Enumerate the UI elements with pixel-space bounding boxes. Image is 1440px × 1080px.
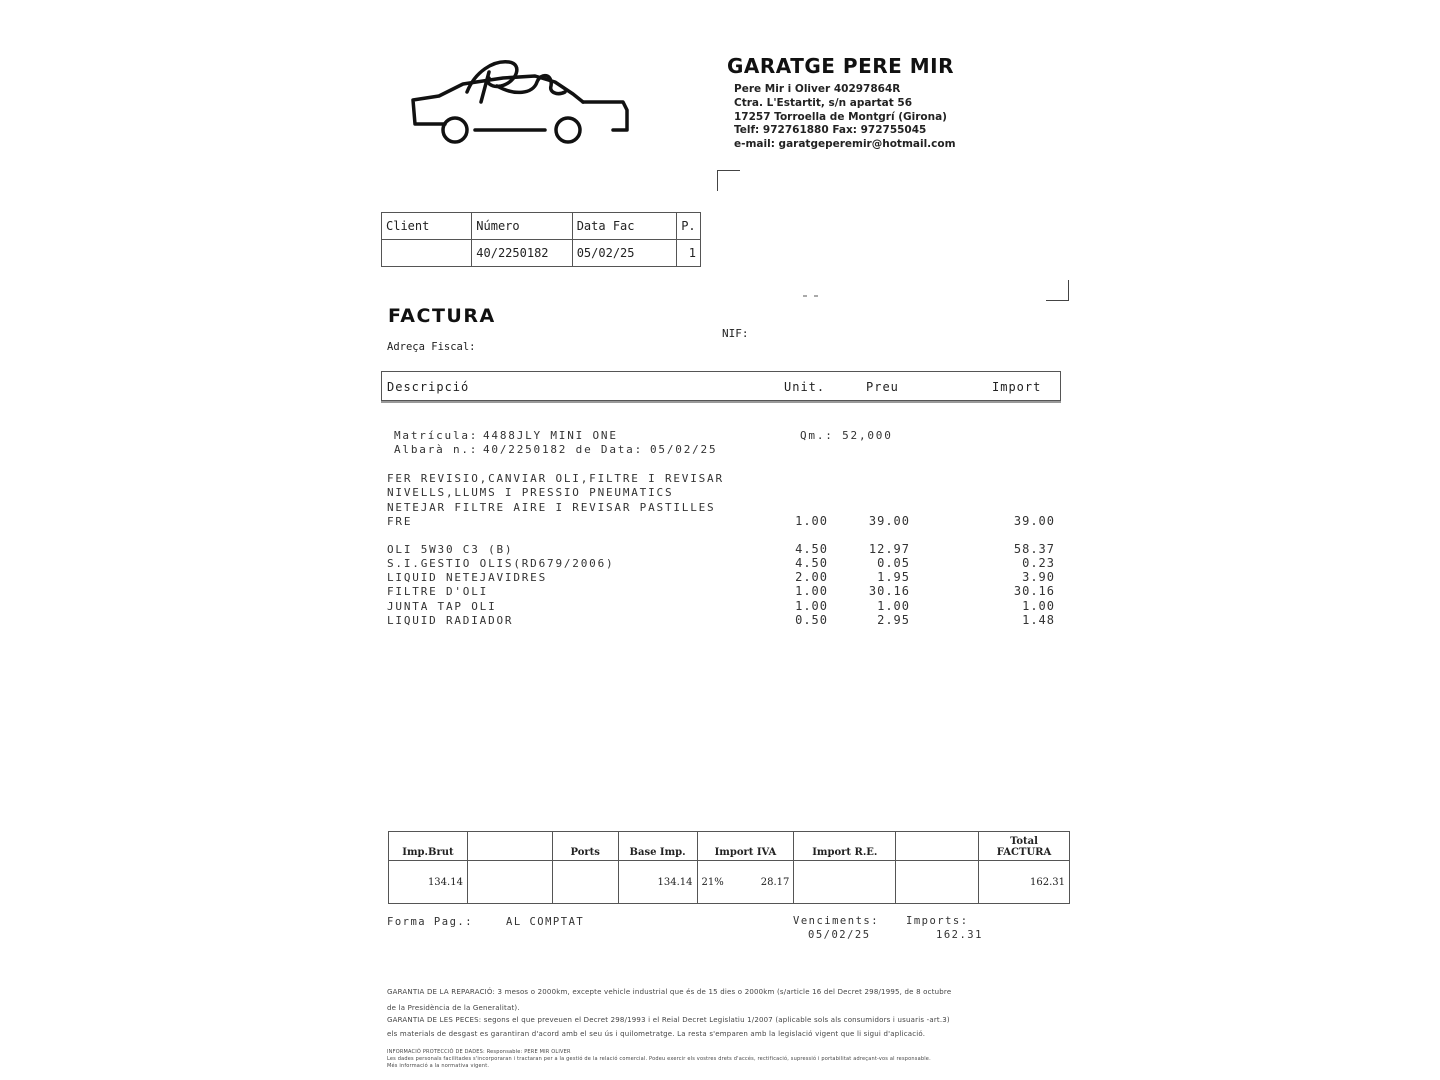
invoice-date: 05/02/25 — [572, 240, 676, 267]
address-window-corner — [717, 170, 740, 191]
nif-label: NIF: — [722, 327, 749, 340]
fiscal-address-label: Adreça Fiscal: — [387, 341, 476, 353]
due-amount-label: Imports: — [906, 915, 969, 927]
item-amount: 3.90 — [1022, 570, 1055, 584]
item-price: 1.00 — [877, 599, 910, 613]
info-header: Data Fac — [572, 213, 676, 240]
garage-car-logo — [405, 52, 635, 152]
column-price: Preu — [866, 380, 899, 394]
item-amount: 30.16 — [1013, 584, 1055, 598]
item-units: 1.00 — [795, 514, 828, 528]
page-number: 1 — [677, 240, 701, 267]
item-units: 4.50 — [795, 556, 828, 570]
item-units: 1.00 — [795, 584, 828, 598]
surcharge-amount — [794, 861, 896, 904]
tax-base: 134.14 — [618, 861, 697, 904]
totals-header: Total FACTURA — [979, 832, 1070, 861]
company-name: GARATGE PERE MIR — [727, 54, 954, 78]
invoice-info-table — [381, 212, 701, 267]
payment-method-value: AL COMPTAT — [506, 916, 585, 928]
column-amount: Import — [992, 380, 1042, 394]
item-description: FILTRE D'OLI — [387, 585, 489, 598]
item-units: 1.00 — [795, 599, 828, 613]
work-description-line: NETEJAR FILTRE AIRE I REVISAR PASTILLES — [387, 501, 716, 514]
owner-line: Pere Mir i Oliver 40297864R — [734, 83, 901, 95]
item-amount: 0.23 — [1022, 556, 1055, 570]
totals-header: Import R.E. — [794, 832, 896, 861]
totals-header: Import IVA — [697, 832, 794, 861]
item-price: 12.97 — [868, 542, 910, 556]
privacy-text: INFORMACIÓ PROTECCIÓ DE DADES: Responsable: PERE MIR OLIVER — [387, 1049, 571, 1055]
item-units: 2.00 — [795, 570, 828, 584]
privacy-text: Les dades personals facilitades s'incorporaran i tractaran per a la gestió de la relació comercial. Podeu exercir els vostres drets d'accés, rectificació, supressió i portabilitat adreçant-vos al responsable. — [387, 1056, 931, 1062]
client-value — [382, 240, 472, 267]
item-description: LIQUID NETEJAVIDRES — [387, 571, 548, 584]
scan-speck — [814, 295, 818, 297]
vat-amount: 28.17 — [760, 876, 790, 888]
warranty-text: GARANTIA DE LES PECES: segons el que preveuen el Decret 298/1993 i el Reial Decret Legislatiu 1/2007 (aplicable sols als consumidors i usuaris -art.3) — [387, 1016, 950, 1024]
plate-label: Matrícula: — [394, 429, 479, 442]
item-units: 4.50 — [795, 542, 828, 556]
column-unit: Unit. — [784, 380, 826, 394]
item-price: 39.00 — [868, 514, 910, 528]
shipping-amount — [552, 861, 618, 904]
item-description: OLI 5W30 C3 (B) — [387, 543, 514, 556]
totals-table — [388, 831, 1070, 904]
city-line: 17257 Torroella de Montgrí (Girona) — [734, 111, 947, 123]
item-amount: 39.00 — [1013, 514, 1055, 528]
scan-speck — [803, 295, 807, 297]
item-price: 2.95 — [877, 613, 910, 627]
item-description: JUNTA TAP OLI — [387, 600, 497, 613]
work-description-line: NIVELLS,LLUMS I PRESSIO PNEUMATICS — [387, 486, 674, 499]
address-window-corner — [1046, 280, 1069, 301]
info-header: Número — [472, 213, 572, 240]
due-amount-value: 162.31 — [936, 929, 983, 941]
odometer: Qm.: 52,000 — [800, 429, 893, 442]
work-description-line: FER REVISIO,CANVIAR OLI,FILTRE I REVISAR — [387, 472, 724, 485]
due-date-label: Venciments: — [793, 915, 880, 927]
item-units: 0.50 — [795, 613, 828, 627]
column-description: Descripció — [387, 380, 470, 394]
warranty-text: els materials de desgast es garantiran d'acord amb el seu ús i quilometratge. La resta s'emparen amb la legislació vigent que li sigui d'aplicació. — [387, 1030, 926, 1038]
info-header: P. — [677, 213, 701, 240]
email-line: e-mail: garatgeperemir@hotmail.com — [734, 138, 956, 150]
totals-header: Ports — [552, 832, 618, 861]
warranty-text: GARANTIA DE LA REPARACIÓ: 3 mesos o 2000km, excepte vehicle industrial que és de 15 dies o 2000km (s/article 16 del Decret 298/1995, de 8 octubre — [387, 988, 952, 996]
item-price: 30.16 — [868, 584, 910, 598]
totals-empty-cell — [896, 861, 979, 904]
vat-percent: 21% — [701, 876, 724, 888]
vat-cell — [697, 861, 794, 904]
payment-method-label: Forma Pag.: — [387, 916, 474, 928]
item-price: 0.05 — [877, 556, 910, 570]
totals-header — [467, 832, 552, 861]
item-price: 1.95 — [877, 570, 910, 584]
item-amount: 1.00 — [1022, 599, 1055, 613]
address-line: Ctra. L'Estartit, s/n apartat 56 — [734, 97, 912, 109]
gross-amount: 134.14 — [389, 861, 468, 904]
item-description: FRE — [387, 515, 413, 528]
phone-line: Telf: 972761880 Fax: 972755045 — [734, 124, 927, 136]
totals-header: Imp.Brut — [389, 832, 468, 861]
privacy-text: Més informació a la normativa vigent. — [387, 1063, 490, 1069]
item-description: S.I.GESTIO OLIS(RD679/2006) — [387, 557, 615, 570]
items-column-header — [381, 371, 1061, 401]
plate-value: 4488JLY MINI ONE — [483, 429, 618, 442]
warranty-text: de la Presidència de la Generalitat). — [387, 1004, 520, 1012]
invoice-number: 40/2250182 — [472, 240, 572, 267]
document-title: FACTURA — [388, 305, 496, 327]
delivery-note-value: 40/2250182 de Data: — [483, 443, 644, 456]
totals-empty-cell — [467, 861, 552, 904]
info-header: Client — [382, 213, 472, 240]
item-amount: 1.48 — [1022, 613, 1055, 627]
invoice-total: 162.31 — [979, 861, 1070, 904]
totals-header — [896, 832, 979, 861]
item-description: LIQUID RADIADOR — [387, 614, 514, 627]
delivery-note-label: Albarà n.: — [394, 443, 479, 456]
delivery-note-date: 05/02/25 — [650, 443, 718, 456]
due-date-value: 05/02/25 — [808, 929, 871, 941]
item-amount: 58.37 — [1013, 542, 1055, 556]
totals-header: Base Imp. — [618, 832, 697, 861]
